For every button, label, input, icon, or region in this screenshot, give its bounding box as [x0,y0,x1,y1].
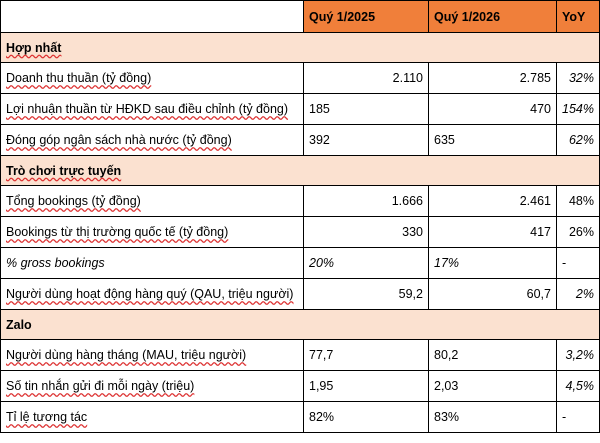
cell-q1-2026: 635 [429,125,557,156]
header-q1-2025: Quý 1/2025 [304,1,429,33]
cell-q1-2025: 20% [304,248,429,279]
header-row [1,1,600,33]
cell-yoy: 3,2% [557,340,600,371]
cell-yoy: - [557,402,600,433]
cell-q1-2025: 59,2 [304,279,429,310]
cell-yoy: 32% [557,63,600,94]
table-row [1,63,600,94]
section-row-consolidated [1,33,600,63]
cell-q1-2026: 470 [429,94,557,125]
row-label: Tổng bookings (tỷ đồng) [1,186,304,217]
table-row [1,186,600,217]
row-label: Lợi nhuận thuần từ HĐKD sau điều chỉnh (tỷ đồng) [1,94,304,125]
row-label: Người dùng hàng tháng (MAU, triệu người) [1,340,304,371]
cell-q1-2025: 77,7 [304,340,429,371]
cell-yoy: 2% [557,279,600,310]
row-label: Doanh thu thuần (tỷ đồng) [1,63,304,94]
cell-yoy: 62% [557,125,600,156]
header-blank-cell [1,1,304,33]
cell-q1-2026: 417 [429,217,557,248]
table-row [1,248,600,279]
table-row [1,340,600,371]
table-row [1,94,600,125]
section-title: Trò chơi trực tuyến [1,156,600,186]
table-row [1,402,600,433]
table-row [1,371,600,402]
cell-q1-2026: 80,2 [429,340,557,371]
section-row-online-games [1,156,600,186]
header-q1-2026: Quý 1/2026 [429,1,557,33]
cell-q1-2026: 17% [429,248,557,279]
cell-yoy: 48% [557,186,600,217]
cell-q1-2025: 82% [304,402,429,433]
table-row [1,125,600,156]
cell-q1-2026: 60,7 [429,279,557,310]
table-row [1,217,600,248]
row-label: Số tin nhắn gửi đi mỗi ngày (triệu) [1,371,304,402]
row-label: % gross bookings [1,248,304,279]
cell-q1-2025: 1.666 [304,186,429,217]
table-row [1,279,600,310]
cell-yoy: - [557,248,600,279]
row-label: Tỉ lệ tương tác [1,402,304,433]
cell-q1-2026: 2.461 [429,186,557,217]
header-yoy: YoY [557,1,600,33]
section-row-zalo [1,310,600,340]
cell-q1-2025: 330 [304,217,429,248]
cell-q1-2026: 83% [429,402,557,433]
cell-yoy: 154% [557,94,600,125]
cell-q1-2025: 185 [304,94,429,125]
cell-q1-2025: 2.110 [304,63,429,94]
cell-q1-2025: 392 [304,125,429,156]
section-title: Zalo [1,310,600,340]
row-label: Người dùng hoạt động hàng quý (QAU, triệu người) [1,279,304,310]
cell-q1-2026: 2,03 [429,371,557,402]
cell-q1-2026: 2.785 [429,63,557,94]
row-label: Bookings từ thị trường quốc tế (tỷ đồng) [1,217,304,248]
section-title: Hợp nhất [1,33,600,63]
row-label: Đóng góp ngân sách nhà nước (tỷ đồng) [1,125,304,156]
cell-yoy: 4,5% [557,371,600,402]
cell-yoy: 26% [557,217,600,248]
cell-q1-2025: 1,95 [304,371,429,402]
